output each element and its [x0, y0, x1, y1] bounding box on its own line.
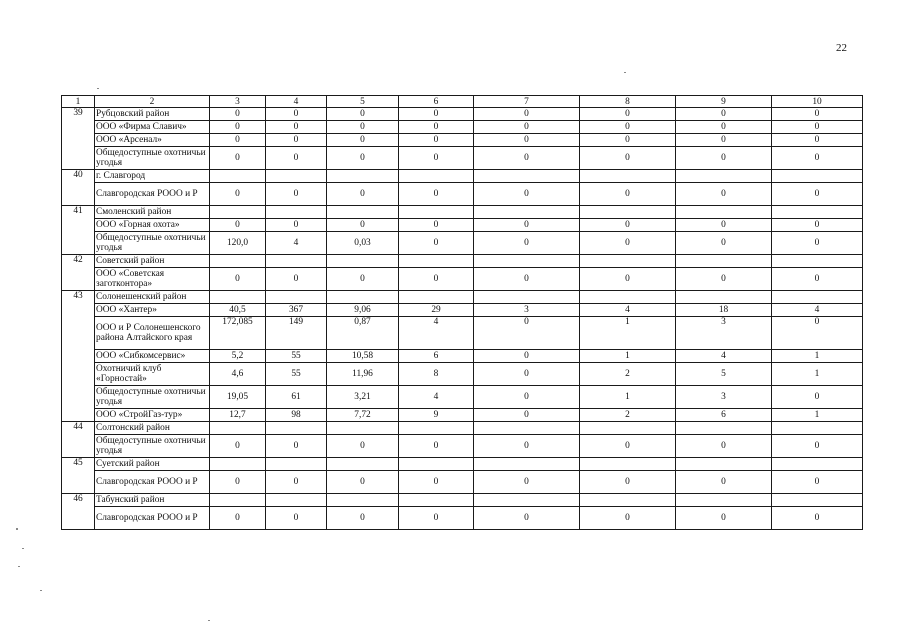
value-cell: 0 [474, 121, 580, 134]
value-cell: 1 [580, 350, 676, 363]
value-cell: 0 [580, 507, 676, 530]
value-cell [580, 458, 676, 471]
value-cell: 12,7 [210, 409, 266, 422]
value-cell: 0 [210, 268, 266, 291]
value-cell: 4 [399, 386, 474, 409]
value-cell: 4 [399, 317, 474, 350]
district-row [62, 170, 863, 183]
value-cell [399, 494, 474, 507]
value-cell [210, 494, 266, 507]
value-cell [327, 170, 399, 183]
value-cell: 3,21 [327, 386, 399, 409]
value-cell: 0 [327, 507, 399, 530]
value-cell: 0 [266, 435, 327, 458]
value-cell: 0 [327, 134, 399, 147]
value-cell [399, 255, 474, 268]
value-cell: 0 [676, 471, 772, 494]
table-row [62, 183, 863, 206]
value-cell: 0 [772, 507, 863, 530]
district-row [62, 458, 863, 471]
value-cell: 0 [266, 134, 327, 147]
value-cell: 3 [474, 304, 580, 317]
column-header: 4 [266, 96, 327, 108]
value-cell: 0 [474, 183, 580, 206]
column-header: 6 [399, 96, 474, 108]
value-cell: 0 [474, 108, 580, 121]
table-row [62, 317, 863, 350]
value-cell [474, 255, 580, 268]
table-row [62, 134, 863, 147]
value-cell [772, 422, 863, 435]
value-cell [399, 206, 474, 219]
organization-name-cell: Общедоступные охотничьи угодья [95, 386, 210, 409]
table-row [62, 471, 863, 494]
organization-name-cell: ООО «Хантер» [95, 304, 210, 317]
value-cell: 11,96 [327, 363, 399, 386]
hunting-grounds-table [61, 95, 863, 530]
value-cell: 0 [580, 121, 676, 134]
value-cell: 0 [772, 386, 863, 409]
value-cell: 0 [772, 108, 863, 121]
value-cell: 0 [210, 147, 266, 170]
value-cell: 0 [399, 183, 474, 206]
district-name-cell: Смоленский район [95, 206, 210, 219]
value-cell [676, 494, 772, 507]
value-cell: 0 [474, 507, 580, 530]
value-cell: 0 [266, 507, 327, 530]
value-cell: 7,72 [327, 409, 399, 422]
value-cell: 172,085 [210, 317, 266, 350]
value-cell: 0 [266, 219, 327, 232]
value-cell: 0 [676, 232, 772, 255]
value-cell: 0 [266, 121, 327, 134]
organization-name-cell: ООО «Горная охота» [95, 219, 210, 232]
organization-name-cell: Славгородская РООО и Р [95, 471, 210, 494]
value-cell: 0,87 [327, 317, 399, 350]
organization-name-cell: ООО «Советская заготконтора» [95, 268, 210, 291]
scan-speck [97, 88, 99, 89]
column-header: 10 [772, 96, 863, 108]
value-cell [266, 494, 327, 507]
value-cell [772, 458, 863, 471]
value-cell: 0 [210, 183, 266, 206]
value-cell: 18 [676, 304, 772, 317]
value-cell: 55 [266, 363, 327, 386]
value-cell: 0 [266, 147, 327, 170]
value-cell: 0 [474, 219, 580, 232]
value-cell: 61 [266, 386, 327, 409]
value-cell [210, 422, 266, 435]
value-cell: 367 [266, 304, 327, 317]
value-cell [266, 170, 327, 183]
value-cell: 0 [474, 317, 580, 350]
value-cell [580, 170, 676, 183]
value-cell [772, 255, 863, 268]
table-row [62, 363, 863, 386]
value-cell [327, 458, 399, 471]
table-row [62, 121, 863, 134]
value-cell [327, 494, 399, 507]
value-cell [474, 170, 580, 183]
value-cell: 0 [772, 183, 863, 206]
value-cell: 0 [580, 147, 676, 170]
value-cell: 4 [676, 350, 772, 363]
value-cell: 0 [399, 219, 474, 232]
row-number-cell: 40 [62, 170, 95, 206]
value-cell: 0 [772, 121, 863, 134]
value-cell [266, 206, 327, 219]
value-cell: 3 [676, 386, 772, 409]
value-cell: 0 [676, 435, 772, 458]
value-cell: 4 [772, 304, 863, 317]
district-name-cell: г. Славгород [95, 170, 210, 183]
column-header: 2 [95, 96, 210, 108]
district-name-cell: Суетский район [95, 458, 210, 471]
scan-speck [40, 590, 42, 591]
organization-name-cell: Общедоступные охотничьи угодья [95, 435, 210, 458]
value-cell: 0 [266, 471, 327, 494]
table-row [62, 232, 863, 255]
value-cell [676, 255, 772, 268]
value-cell: 0 [327, 147, 399, 170]
column-header: 8 [580, 96, 676, 108]
value-cell: 55 [266, 350, 327, 363]
value-cell: 0 [474, 471, 580, 494]
value-cell: 0 [210, 471, 266, 494]
value-cell: 2 [580, 409, 676, 422]
value-cell [399, 170, 474, 183]
value-cell: 0 [580, 471, 676, 494]
organization-name-cell: ООО «Арсенал» [95, 134, 210, 147]
value-cell: 5 [676, 363, 772, 386]
value-cell: 0 [399, 121, 474, 134]
table-row [62, 219, 863, 232]
value-cell: 0 [399, 507, 474, 530]
value-cell: 0 [474, 409, 580, 422]
value-cell [399, 458, 474, 471]
value-cell: 0 [772, 435, 863, 458]
district-name-cell: Солтонский район [95, 422, 210, 435]
value-cell [474, 291, 580, 304]
value-cell: 0 [266, 268, 327, 291]
table-header-row [62, 96, 863, 108]
value-cell: 0 [772, 471, 863, 494]
value-cell: 0 [474, 435, 580, 458]
organization-name-cell: ООО «СтройГаз-тур» [95, 409, 210, 422]
value-cell [772, 291, 863, 304]
value-cell: 0 [772, 134, 863, 147]
table-row [62, 268, 863, 291]
value-cell [399, 422, 474, 435]
value-cell: 0 [580, 232, 676, 255]
value-cell: 0 [474, 386, 580, 409]
value-cell [210, 255, 266, 268]
value-cell [210, 170, 266, 183]
value-cell: 0 [676, 147, 772, 170]
row-number-cell: 42 [62, 255, 95, 291]
value-cell: 0 [210, 134, 266, 147]
value-cell: 0 [327, 108, 399, 121]
column-header: 3 [210, 96, 266, 108]
value-cell: 0 [474, 232, 580, 255]
value-cell: 1 [580, 386, 676, 409]
value-cell: 0 [676, 219, 772, 232]
table-body [62, 96, 863, 530]
district-row [62, 422, 863, 435]
value-cell: 0 [772, 268, 863, 291]
value-cell: 0 [399, 134, 474, 147]
value-cell: 0 [772, 317, 863, 350]
value-cell [210, 458, 266, 471]
table-row [62, 386, 863, 409]
value-cell [266, 422, 327, 435]
value-cell [327, 255, 399, 268]
value-cell: 2 [580, 363, 676, 386]
value-cell: 0 [210, 219, 266, 232]
value-cell [474, 458, 580, 471]
value-cell: 1 [580, 317, 676, 350]
value-cell: 0 [580, 183, 676, 206]
value-cell [327, 422, 399, 435]
district-row [62, 494, 863, 507]
value-cell [580, 255, 676, 268]
value-cell: 0 [772, 232, 863, 255]
organization-name-cell: Общедоступные охотничьи угодья [95, 232, 210, 255]
value-cell: 4 [580, 304, 676, 317]
value-cell: 0 [399, 232, 474, 255]
value-cell: 6 [399, 350, 474, 363]
value-cell: 0 [772, 147, 863, 170]
value-cell [772, 170, 863, 183]
column-header: 5 [327, 96, 399, 108]
scan-speck [208, 620, 210, 621]
value-cell: 0 [266, 183, 327, 206]
value-cell: 6 [676, 409, 772, 422]
district-row [62, 291, 863, 304]
value-cell [580, 422, 676, 435]
value-cell: 0 [210, 435, 266, 458]
value-cell [266, 291, 327, 304]
value-cell: 0 [580, 435, 676, 458]
district-row [62, 206, 863, 219]
value-cell: 9,06 [327, 304, 399, 317]
value-cell: 0 [474, 134, 580, 147]
row-number-cell: 44 [62, 422, 95, 458]
table-row [62, 350, 863, 363]
value-cell: 0 [210, 108, 266, 121]
value-cell: 0 [474, 147, 580, 170]
value-cell: 0 [327, 183, 399, 206]
organization-name-cell: ООО и Р Солонешенского района Алтайского края [95, 317, 210, 350]
table-row [62, 409, 863, 422]
scan-speck [18, 566, 20, 567]
column-header: 7 [474, 96, 580, 108]
value-cell [676, 170, 772, 183]
row-number-cell: 43 [62, 291, 95, 422]
value-cell: 0 [399, 268, 474, 291]
column-header: 9 [676, 96, 772, 108]
value-cell: 8 [399, 363, 474, 386]
value-cell [580, 291, 676, 304]
value-cell [580, 206, 676, 219]
value-cell: 0 [580, 219, 676, 232]
value-cell: 0 [580, 108, 676, 121]
district-name-cell: Табунский район [95, 494, 210, 507]
value-cell: 0 [327, 219, 399, 232]
value-cell [676, 291, 772, 304]
organization-name-cell: Славгородская РООО и Р [95, 183, 210, 206]
value-cell [210, 206, 266, 219]
value-cell [474, 494, 580, 507]
value-cell: 0 [580, 134, 676, 147]
value-cell: 0 [676, 183, 772, 206]
value-cell [676, 206, 772, 219]
value-cell [772, 494, 863, 507]
value-cell: 0 [676, 507, 772, 530]
value-cell: 1 [772, 350, 863, 363]
value-cell: 0 [772, 219, 863, 232]
value-cell: 1 [772, 409, 863, 422]
district-name-cell: Рубцовский район [95, 108, 210, 121]
value-cell [474, 422, 580, 435]
value-cell [676, 422, 772, 435]
value-cell: 9 [399, 409, 474, 422]
row-number-cell: 39 [62, 108, 95, 170]
value-cell: 98 [266, 409, 327, 422]
value-cell [210, 291, 266, 304]
value-cell: 4 [266, 232, 327, 255]
value-cell: 10,58 [327, 350, 399, 363]
district-row [62, 255, 863, 268]
value-cell: 1 [772, 363, 863, 386]
value-cell: 120,0 [210, 232, 266, 255]
value-cell: 0 [474, 363, 580, 386]
value-cell: 0 [327, 435, 399, 458]
value-cell: 5,2 [210, 350, 266, 363]
organization-name-cell: Славгородская РООО и Р [95, 507, 210, 530]
page-number: 22 [836, 42, 847, 54]
value-cell [772, 206, 863, 219]
value-cell [399, 291, 474, 304]
value-cell: 4,6 [210, 363, 266, 386]
value-cell: 19,05 [210, 386, 266, 409]
row-number-cell: 45 [62, 458, 95, 494]
table-row [62, 147, 863, 170]
value-cell: 0 [266, 108, 327, 121]
value-cell [474, 206, 580, 219]
value-cell: 0 [676, 134, 772, 147]
value-cell [676, 458, 772, 471]
organization-name-cell: ООО «Фирма Славич» [95, 121, 210, 134]
organization-name-cell: Охотничий клуб «Горностай» [95, 363, 210, 386]
table-row [62, 304, 863, 317]
column-header: 1 [62, 96, 95, 108]
organization-name-cell: Общедоступные охотничьи угодья [95, 147, 210, 170]
value-cell: 0 [580, 268, 676, 291]
value-cell [580, 494, 676, 507]
value-cell: 0 [327, 121, 399, 134]
district-row [62, 108, 863, 121]
table-row [62, 507, 863, 530]
value-cell: 29 [399, 304, 474, 317]
district-name-cell: Солонешенский район [95, 291, 210, 304]
organization-name-cell: ООО «Сибкомсервис» [95, 350, 210, 363]
value-cell: 0 [399, 108, 474, 121]
scan-speck [624, 72, 626, 73]
value-cell [327, 291, 399, 304]
value-cell: 40,5 [210, 304, 266, 317]
row-number-cell: 46 [62, 494, 95, 530]
value-cell: 0 [399, 435, 474, 458]
value-cell: 0 [676, 121, 772, 134]
value-cell: 0 [676, 268, 772, 291]
value-cell: 0 [210, 507, 266, 530]
row-number-cell: 41 [62, 206, 95, 255]
value-cell: 0,03 [327, 232, 399, 255]
value-cell: 3 [676, 317, 772, 350]
value-cell [266, 458, 327, 471]
value-cell: 0 [399, 471, 474, 494]
value-cell: 0 [327, 268, 399, 291]
scan-speck [16, 528, 18, 530]
value-cell [266, 255, 327, 268]
value-cell: 0 [210, 121, 266, 134]
table-row [62, 435, 863, 458]
scan-speck [22, 548, 24, 549]
value-cell: 0 [327, 471, 399, 494]
value-cell: 0 [474, 350, 580, 363]
value-cell [327, 206, 399, 219]
value-cell: 0 [399, 147, 474, 170]
value-cell: 149 [266, 317, 327, 350]
value-cell: 0 [474, 268, 580, 291]
district-name-cell: Советский район [95, 255, 210, 268]
value-cell: 0 [676, 108, 772, 121]
